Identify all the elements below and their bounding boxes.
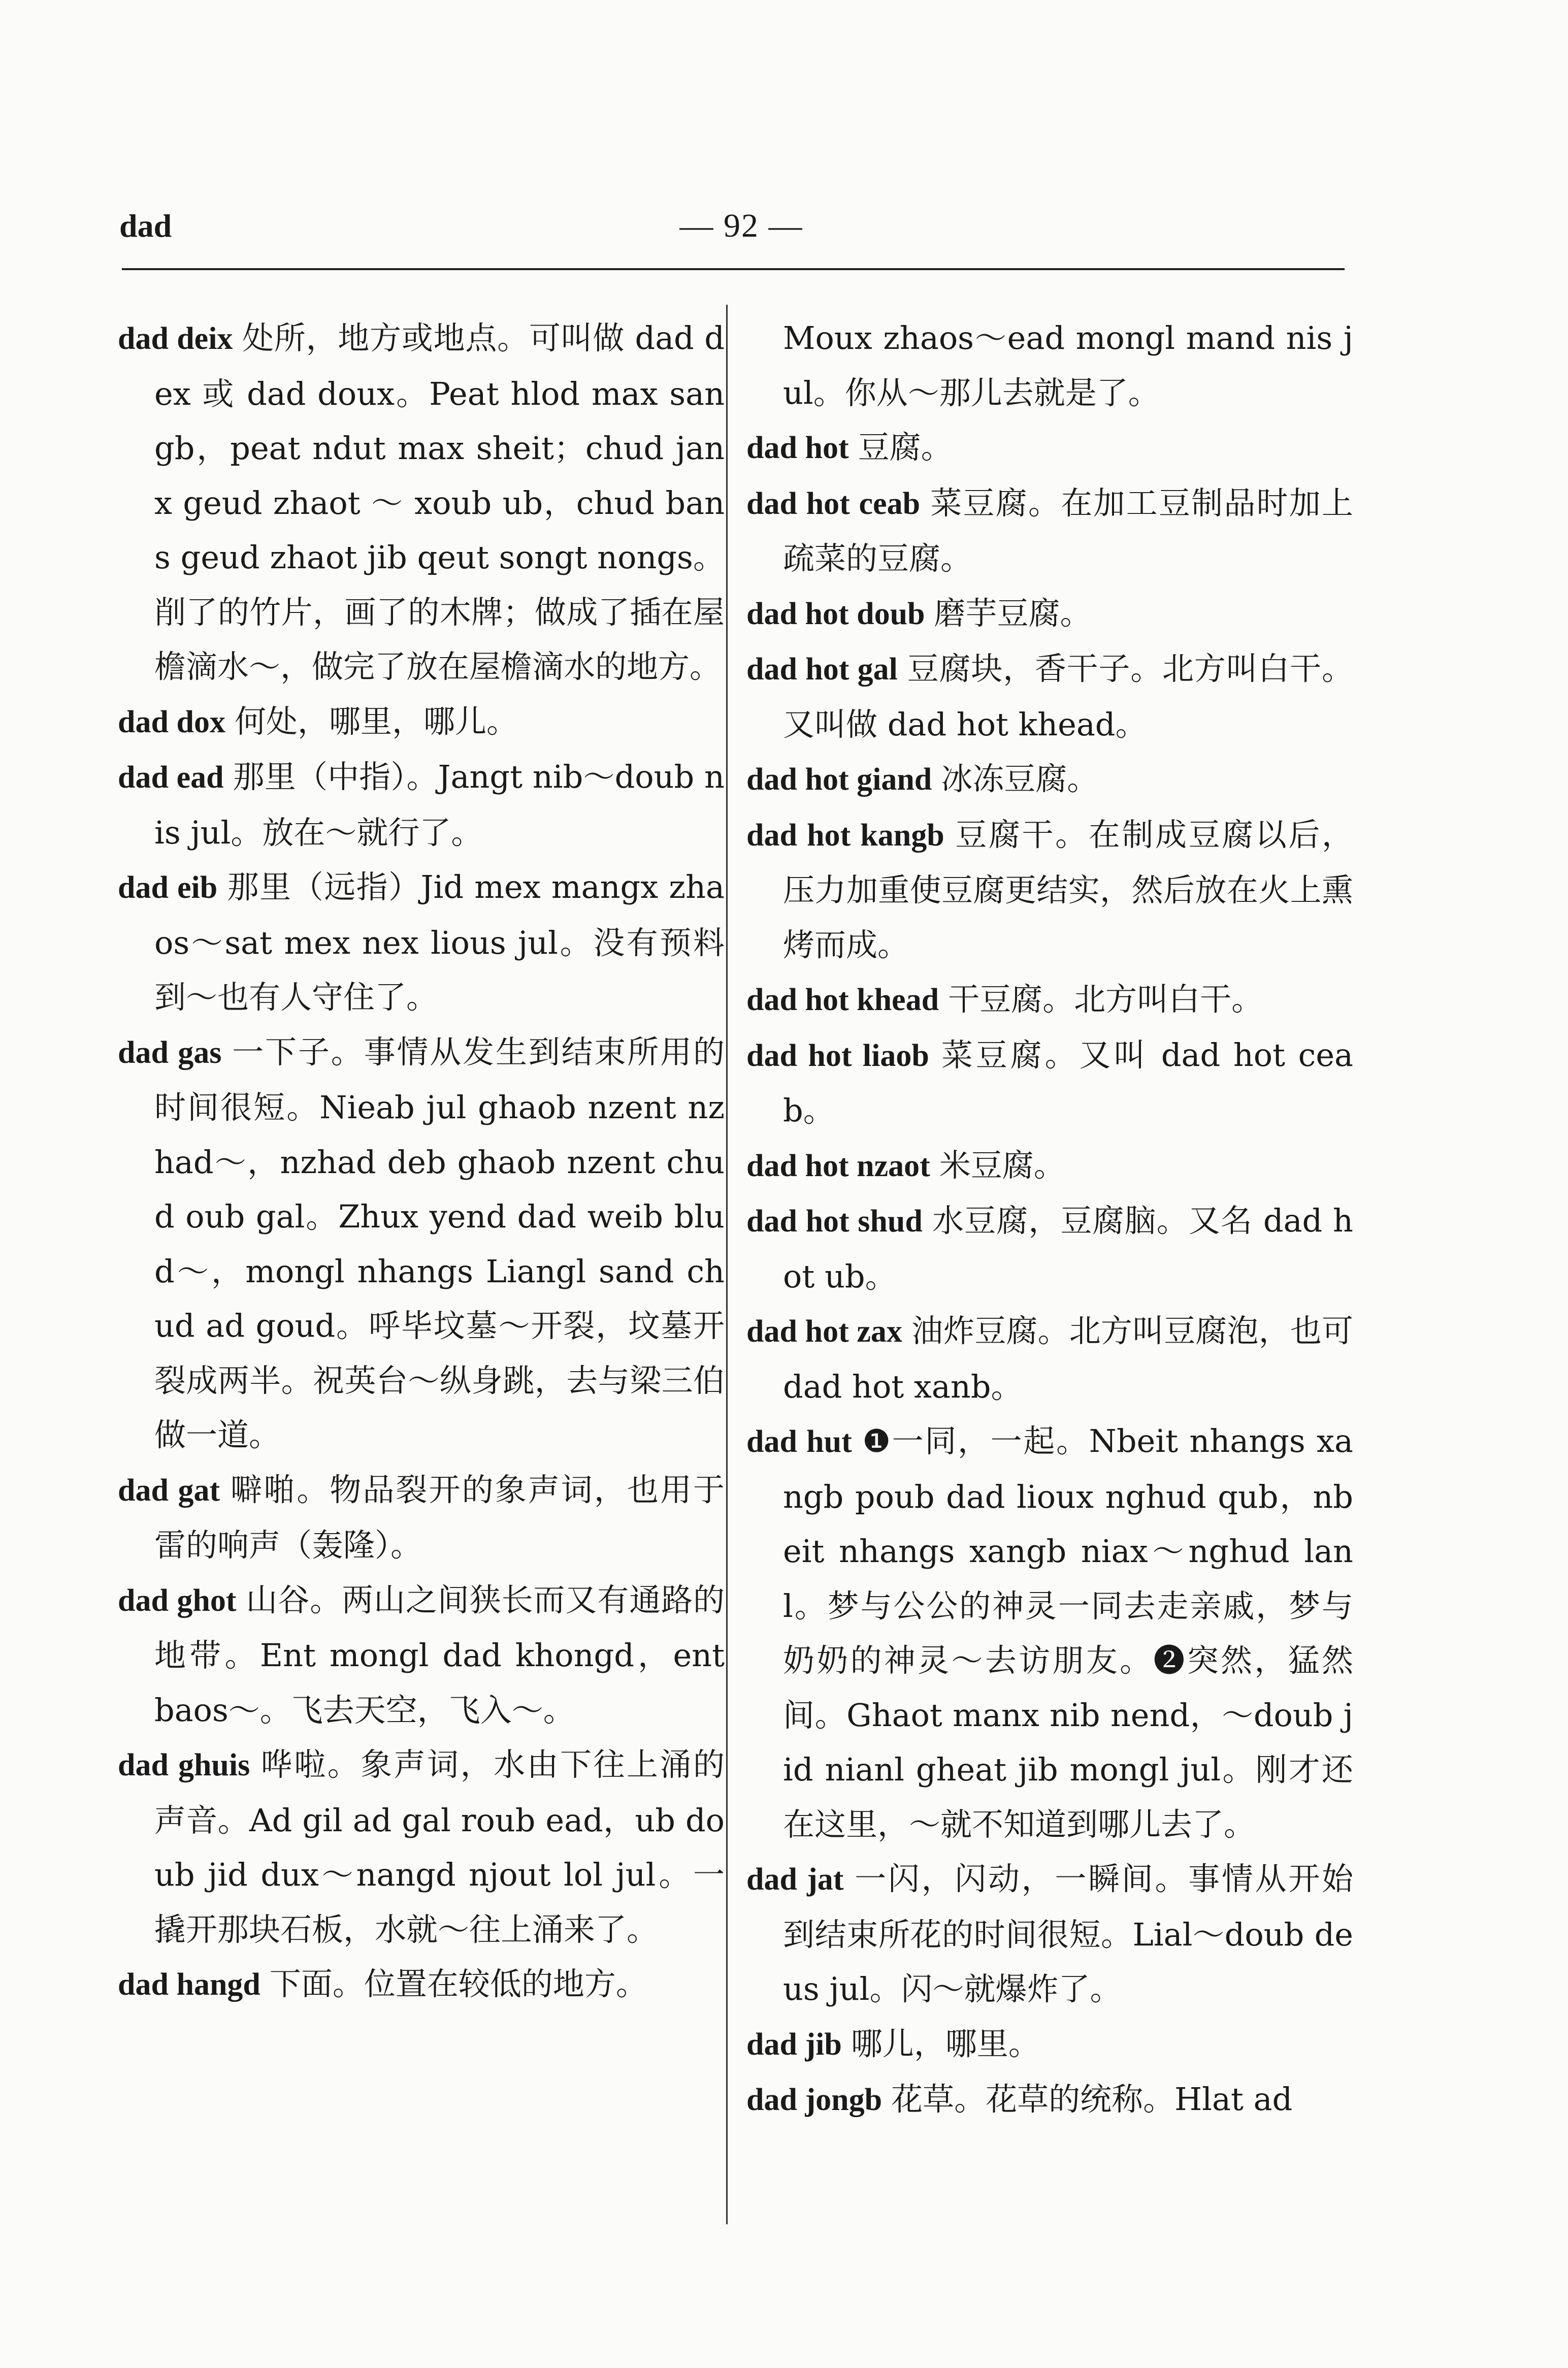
dictionary-entry xyxy=(118,1573,725,1738)
entry-definition: 油炸豆腐。北方叫豆腐泡，也可 dad hot xanb。 xyxy=(783,1312,1353,1405)
dictionary-entry xyxy=(746,1193,1353,1304)
entry-headword: dad hot zax xyxy=(746,1314,902,1349)
dictionary-entry xyxy=(118,860,725,1025)
dictionary-entry xyxy=(118,1025,725,1463)
dictionary-entry xyxy=(746,1138,1353,1194)
entry-definition: 水豆腐，豆腐脑。又名 dad hot ub。 xyxy=(783,1202,1353,1295)
dictionary-entry xyxy=(118,750,725,860)
entry-definition: 花草。花草的统称。Hlat ad xyxy=(891,2081,1293,2118)
entry-headword: dad ghuis xyxy=(118,1748,250,1782)
entry-definition: 豆腐块，香干子。北方叫白干。又叫做 dad hot khead。 xyxy=(783,650,1353,743)
entry-definition: 一下子。事情从发生到结束所用的时间很短。Nieab jul ghaob nzent nzhad～，nzhad deb ghaob nzent chud oub gal。Zhux yend dad weib blud～，mongl nhangs Liangl sand chud ad goud。呼毕坟墓～开裂，坟墓开裂成两半。祝英台～纵身跳，去与梁三伯做一道。 xyxy=(154,1033,725,1453)
entry-definition: 哪儿，哪里。 xyxy=(851,2025,1040,2062)
entry-definition: 菜豆腐。在加工豆制品时加上疏菜的豆腐。 xyxy=(783,484,1353,577)
entry-definition: 噼啪。物品裂开的象声词，也用于雷的响声（轰隆）。 xyxy=(154,1471,725,1564)
entry-headword: dad jat xyxy=(746,1862,844,1897)
entry-definition: 山谷。两山之间狭长而又有通路的地带。Ent mongl dad khongd，ent baos～。飞去天空，飞入～。 xyxy=(154,1581,725,1729)
dictionary-entry xyxy=(746,1414,1353,1852)
dictionary-entry xyxy=(746,807,1353,972)
entry-definition: 豆腐干。在制成豆腐以后，压力加重使豆腐更结实，然后放在火上熏烤而成。 xyxy=(783,816,1353,963)
entry-headword: dad hangd xyxy=(118,1967,260,2002)
entry-headword: dad gas xyxy=(118,1035,222,1070)
entry-definition: 处所，地方或地点。可叫做 dad dex 或 dad doux。Peat hlod max sangb，peat ndut max sheit；chud janx geud zhaot ～ xoub ub，chud bans geud zhaot jib qeut songt nongs。削了的竹片，画了的木牌；做成了插在屋檐滴水～，做完了放在屋檐滴水的地方。 xyxy=(154,319,725,685)
dictionary-entry xyxy=(746,420,1353,476)
entry-definition: 米豆腐。 xyxy=(939,1146,1065,1184)
entry-headword: dad ghot xyxy=(118,1583,237,1618)
dictionary-entry xyxy=(118,311,725,694)
dictionary-entry xyxy=(746,1852,1353,2017)
entry-headword: dad hot giand xyxy=(746,762,932,797)
entry-definition: 菜豆腐。又叫 dad hot ceab。 xyxy=(783,1036,1353,1129)
entry-headword: dad jib xyxy=(746,2027,842,2062)
dictionary-entry xyxy=(746,1028,1353,1138)
entry-definition: 下面。位置在较低的地方。 xyxy=(269,1965,647,2002)
entry-definition: 干豆腐。北方叫白干。 xyxy=(948,981,1263,1018)
dictionary-entry xyxy=(746,752,1353,807)
dictionary-entry xyxy=(118,694,725,750)
header-rule xyxy=(122,268,1345,270)
page-number: — 92 — xyxy=(679,207,803,244)
entry-headword: dad hot khead xyxy=(746,983,939,1017)
entry-definition: Moux zhaos～ead mongl mand nis jul。你从～那儿去就是了。 xyxy=(783,319,1353,411)
entry-headword: dad hot doub xyxy=(746,596,925,631)
page-header xyxy=(0,0,1568,284)
dictionary-entry xyxy=(746,586,1353,642)
running-head: dad xyxy=(119,208,172,244)
entry-headword: dad ead xyxy=(118,760,224,795)
entry-headword: dad hot kangb xyxy=(746,818,944,853)
entry-headword: dad gat xyxy=(118,1473,220,1508)
entry-headword: dad hot ceab xyxy=(746,486,921,521)
entry-definition: 何处，哪里，哪儿。 xyxy=(234,702,518,740)
entry-headword: dad dox xyxy=(118,704,225,739)
entry-definition: 那里（远指）Jid mex mangx zhaos～sat mex nex lious jul。没有预料到～也有人守住了。 xyxy=(154,868,725,1016)
entry-headword: dad hut xyxy=(746,1424,852,1459)
dictionary-entry xyxy=(118,1463,725,1573)
entry-definition: ❶一同，一起。Nbeit nhangs xangb poub dad lioux nghud qub，nbeit nhangs xangb niax～nghud lanl。梦与公公的神灵一同去走亲戚，梦与奶奶的神灵～去访朋友。❷突然，猛然间。Ghaot manx nib nend，～doub jid nianl gheat jib mongl jul。刚才还在这里，～就不知道到哪儿去了。 xyxy=(783,1422,1353,1843)
entry-headword: dad deix xyxy=(118,321,233,356)
entry-headword: dad eib xyxy=(118,870,218,905)
dictionary-entry xyxy=(118,1957,725,2013)
entry-definition: 磨芋豆腐。 xyxy=(934,594,1092,632)
right-column xyxy=(746,311,1353,2128)
entry-definition: 豆腐。 xyxy=(858,429,953,466)
entry-headword: dad hot liaob xyxy=(746,1038,929,1073)
dictionary-entry xyxy=(746,972,1353,1028)
entry-headword: dad hot gal xyxy=(746,652,898,687)
dictionary-entry xyxy=(746,641,1353,752)
entry-definition: 一闪，闪动，一瞬间。事情从开始到结束所花的时间很短。Lial～doub deus jul。闪～就爆炸了。 xyxy=(783,1860,1353,2007)
entry-definition: 哗啦。象声词，水由下往上涌的声音。Ad gil ad gal roub ead，ub doub jid dux～nangd njout lol jul。一撬开那块石板，水就～往上涌来了。 xyxy=(154,1746,725,1948)
entry-headword: dad hot xyxy=(746,431,849,465)
dictionary-entry xyxy=(746,2072,1353,2128)
dictionary-entry xyxy=(118,1737,725,1957)
dictionary-entry xyxy=(746,1304,1353,1414)
entry-definition: 那里（中指）。Jangt nib～doub nis jul。放在～就行了。 xyxy=(154,758,725,851)
entry-headword: dad hot nzaot xyxy=(746,1148,930,1183)
dictionary-entry-continued xyxy=(746,311,1353,420)
entry-headword: dad hot shud xyxy=(746,1204,923,1239)
dictionary-entry xyxy=(746,2017,1353,2072)
dictionary-entry xyxy=(746,476,1353,586)
entry-headword: dad jongb xyxy=(746,2083,883,2117)
left-column xyxy=(118,311,725,2013)
column-divider xyxy=(726,305,728,2224)
entry-definition: 冰冻豆腐。 xyxy=(941,760,1099,797)
